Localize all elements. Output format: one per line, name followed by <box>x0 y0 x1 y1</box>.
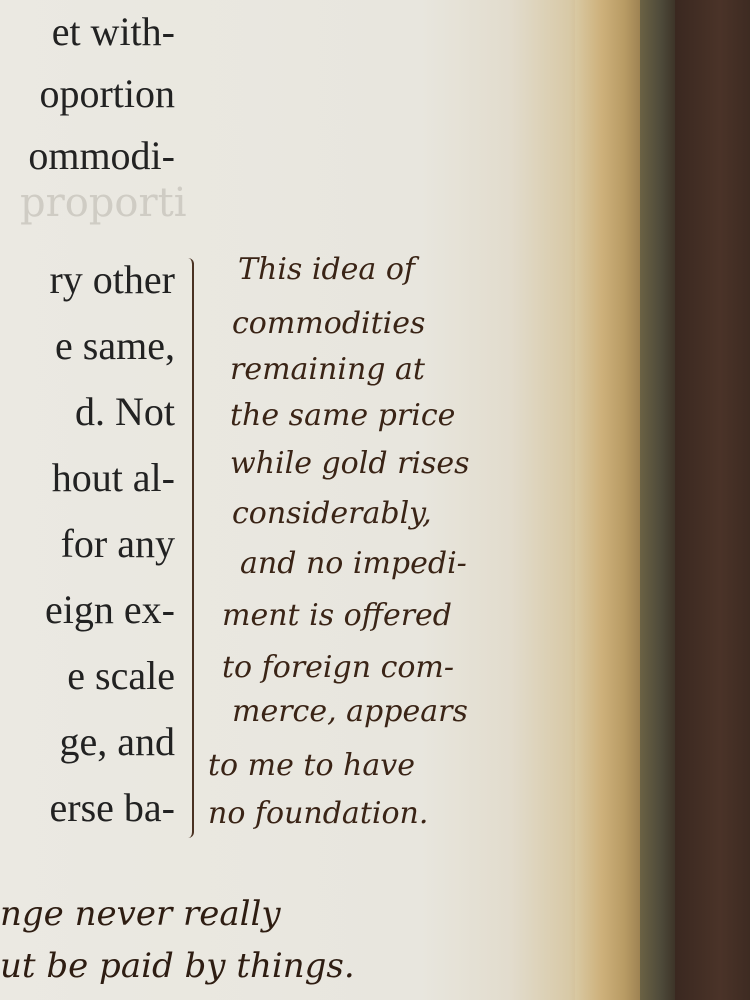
note-line: considerably, <box>232 496 432 531</box>
note-line: and no impedi- <box>240 546 467 581</box>
note-line: merce, appears <box>232 694 468 729</box>
printed-line: ge, and <box>59 719 175 764</box>
printed-line: e same, <box>55 323 175 368</box>
note-line: ment is offered <box>222 598 453 633</box>
printed-line: d. Not <box>75 389 175 434</box>
note-line: no foundation. <box>208 796 429 831</box>
note-line: commodities <box>232 306 426 341</box>
printed-line: et with- <box>51 9 175 54</box>
table-surface <box>675 0 750 1000</box>
note-line: remaining at <box>230 352 425 387</box>
printed-line: hout al- <box>51 455 175 500</box>
printed-line: e scale <box>67 653 175 698</box>
bottom-note-line: ut be paid by things. <box>0 946 355 986</box>
printed-line: for any <box>60 521 175 566</box>
bleed-through-text: proporti <box>20 180 187 226</box>
printed-line: erse ba- <box>49 785 175 830</box>
printed-line: eign ex- <box>45 587 175 632</box>
margin-bracket <box>178 258 194 838</box>
bottom-note-line: nge never really <box>0 894 281 934</box>
note-line: to foreign com- <box>222 650 455 685</box>
note-line: to me to have <box>208 748 415 783</box>
note-line: the same price <box>230 398 456 433</box>
printed-line: ommodi- <box>28 133 175 178</box>
book-cover-edge <box>640 0 675 1000</box>
printed-line: oportion <box>39 71 175 116</box>
note-line: This idea of <box>238 252 415 287</box>
note-line: while gold rises <box>230 446 470 481</box>
printed-line: ry other <box>49 257 175 302</box>
